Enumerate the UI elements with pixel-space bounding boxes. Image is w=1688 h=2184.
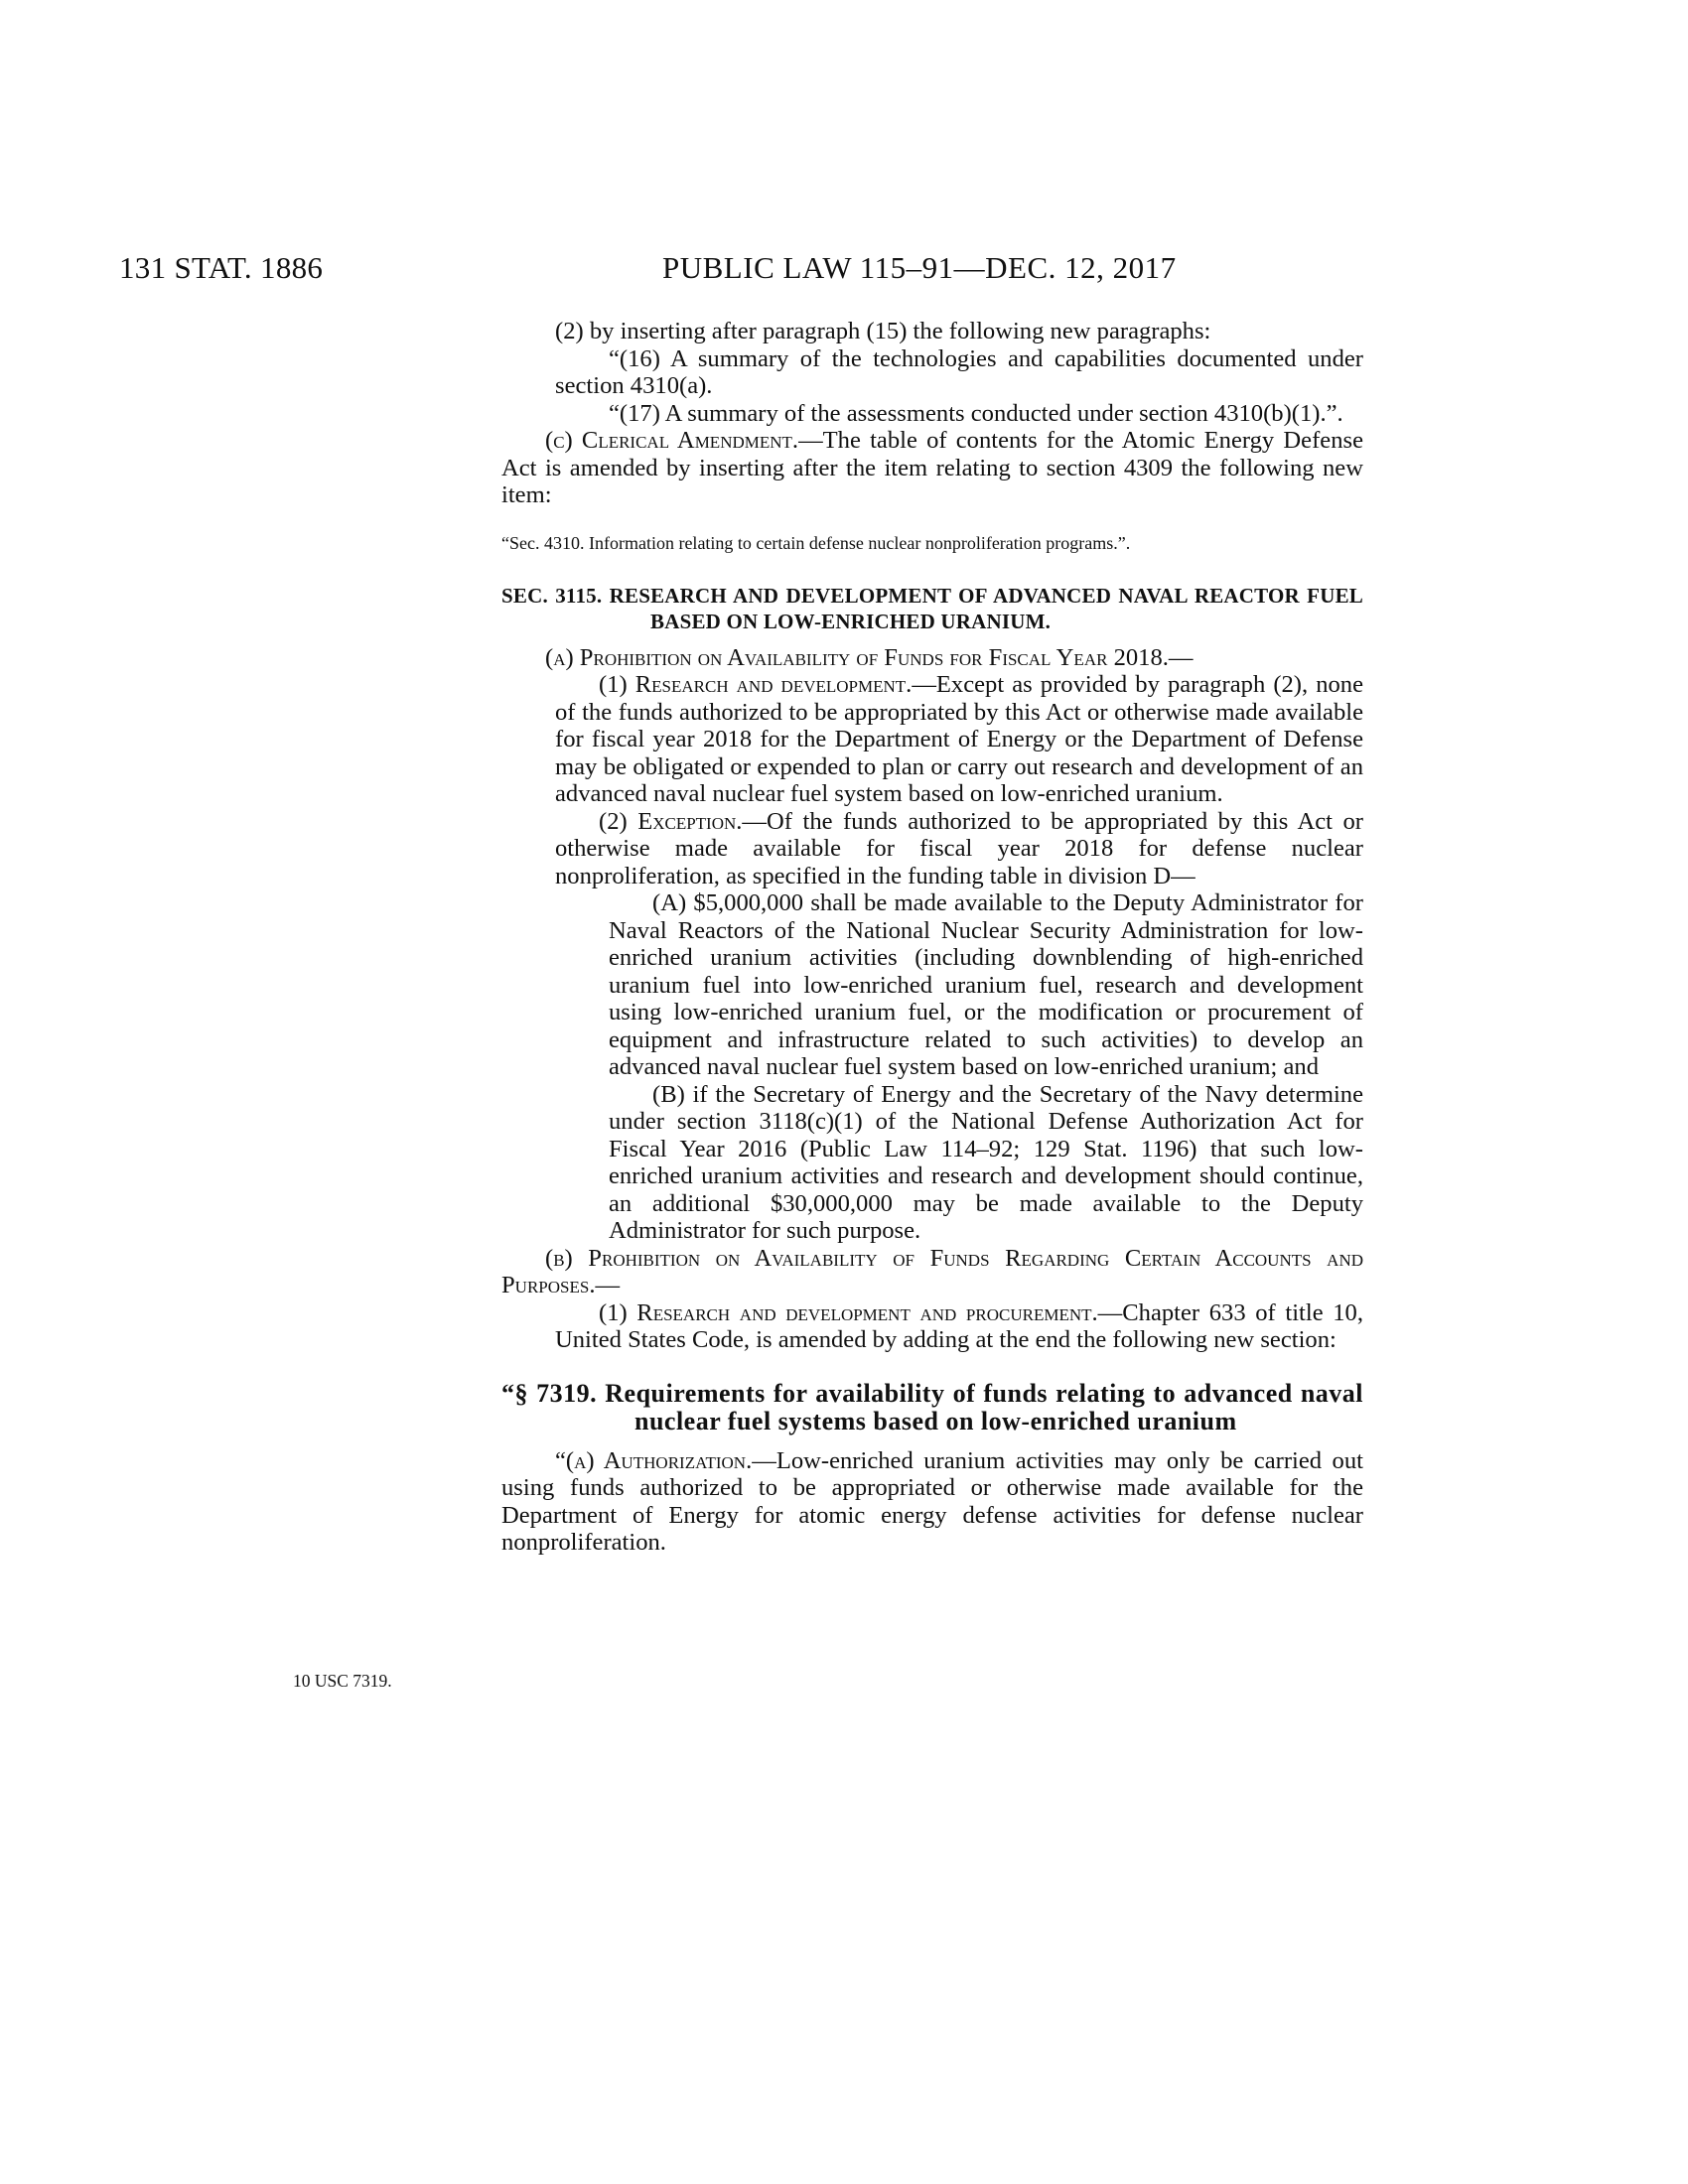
subsection-a — [501, 644, 1363, 672]
paragraph-a1 — [501, 671, 1363, 808]
paragraph-b1-heading: (1) Research and development and procurement. — [599, 1298, 1098, 1326]
stat-page-number: 131 STAT. 1886 — [119, 250, 324, 285]
toc-item: “Sec. 4310. Information relating to certain defense nuclear nonproliferation programs.”. — [501, 532, 1131, 553]
paragraph-a2-heading: (2) Exception. — [599, 807, 743, 835]
subparagraph-a2-B: (B) if the Secretary of Energy and the Secretary of the Navy determine under section 3118(c)(1) of the National Defense Authorization Act for Fiscal Year 2016 (Public Law 114–92; 129 Stat. 1196) that such low-enriched uranium activities and research and development should continue, an additional $30,000,000 may be made available to the Deputy Administrator for such purpose. — [609, 1080, 1363, 1244]
paragraph-b1-text: —Chapter 633 of title 10, United States Code, is amended by adding at the end the following new section: — [555, 1298, 1363, 1353]
paragraph-b1 — [501, 1299, 1363, 1354]
usc-subsection-a-text: —Low-enriched uranium activities may only be carried out using funds authorized to be appropriated or otherwise made available for the Department of Energy for atomic energy defense activities for defense nuclear nonproliferation. — [501, 1446, 1363, 1556]
paragraph-a2 — [501, 808, 1363, 890]
paragraph-2-intro: (2) by inserting after paragraph (15) the following new paragraphs: — [555, 318, 1211, 344]
subsection-b-heading: (b) Prohibition on Availability of Funds Regarding Certain Accounts and Purposes. — [501, 1244, 1363, 1298]
usc-margin-note: 10 USC 7319. — [293, 1671, 392, 1691]
paragraph-a2-text: —Of the funds authorized to be appropriated by this Act or otherwise made available for fiscal year 2018 for defense nuclear nonproliferation, as specified in the funding table in division D— — [555, 807, 1363, 889]
usc-subsection-a — [501, 1447, 1363, 1557]
subsection-b — [501, 1245, 1363, 1299]
usc-section-heading: “§ 7319. Requirements for availability of funds relating to advanced naval nuclear fuel systems based on low-enriched uranium — [501, 1378, 1363, 1435]
subsection-a-heading: (a) Prohibition on Availability of Funds for Fiscal Year 2018. — [545, 643, 1169, 671]
subsection-b-dash: — — [595, 1272, 621, 1298]
paragraph-16: “(16) A summary of the technologies and capabilities documented under section 4310(a). — [555, 344, 1363, 399]
paragraph-a1-heading: (1) Research and development. — [599, 671, 913, 698]
subparagraph-a2-A: (A) $5,000,000 shall be made available to the Deputy Administrator for Naval Reactors of the National Nuclear Security Administration for low-enriched uranium activities (including downblending of high-enriched uranium fuel into low-enriched uranium fuel, research and development using low-enriched uranium fuel, or the modification or procurement of equipment and infrastructure related to such activities) to develop an advanced naval nuclear fuel system based on low-enriched uranium; and — [609, 889, 1363, 1080]
clerical-amendment — [501, 427, 1363, 509]
running-title: PUBLIC LAW 115–91—DEC. 12, 2017 — [662, 250, 1177, 285]
paragraph-a1-text: —Except as provided by paragraph (2), none of the funds authorized to be appropriated by this Act or otherwise made available for fiscal year 2018 for the Department of Energy or the Department of Defense may be obligated or expended to plan or carry out research and development of an advanced naval nuclear fuel system based on low-enriched uranium. — [555, 671, 1364, 807]
subsection-a-dash: — — [1168, 643, 1194, 671]
usc-subsection-a-heading: “(a) Authorization. — [555, 1446, 753, 1474]
clerical-amendment-text: —The table of contents for the Atomic Energy Defense Act is amended by inserting after the item relating to section 4309 the following new item: — [501, 427, 1363, 508]
body-text — [501, 318, 1363, 1557]
clerical-amendment-heading: (c) Clerical Amendment. — [545, 427, 799, 454]
section-heading: SEC. 3115. RESEARCH AND DEVELOPMENT OF ADVANCED NAVAL REACTOR FUEL BASED ON LOW-ENRICHED URANIUM. — [501, 583, 1363, 633]
paragraph-17: “(17) A summary of the assessments conducted under section 4310(b)(1).”. — [609, 399, 1343, 427]
